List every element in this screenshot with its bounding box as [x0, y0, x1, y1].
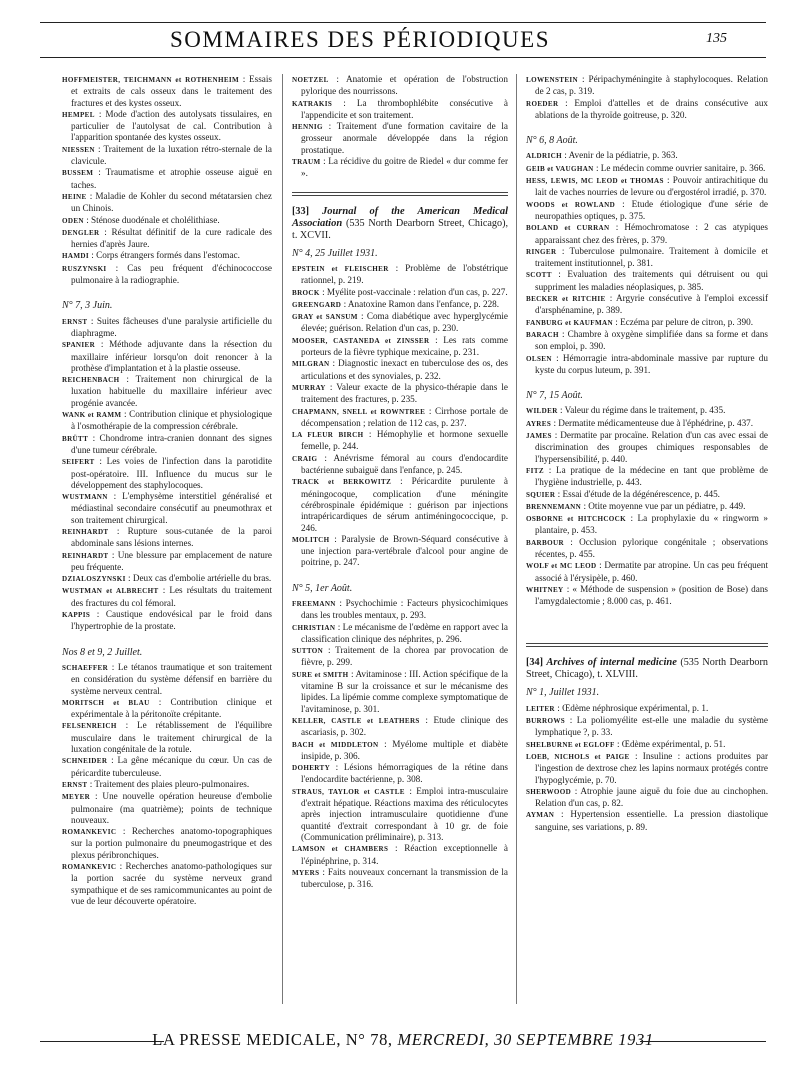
article-title: : Emploi d'attelles et de drains consécutive aux ablations de la thyroïde goitreuse, p. 320.	[535, 97, 769, 120]
entry-list	[526, 405, 768, 607]
article-entry	[292, 534, 508, 569]
journal-name: Journal of the American Medical Association	[292, 205, 508, 229]
column-divider-1	[282, 74, 283, 1004]
article-entry	[62, 144, 272, 168]
author-names: BROCK	[292, 288, 320, 297]
article-entry	[62, 316, 272, 340]
author-names: MURRAY	[292, 383, 326, 392]
header-rule-top	[40, 22, 766, 23]
article-title: : Etude clinique des ascariasis, p. 302.	[301, 714, 509, 738]
article-entry	[526, 513, 768, 537]
author-names: MOOSER, CASTANEDA et ZINSSER	[292, 336, 430, 345]
author-names: MILGRAN	[292, 360, 330, 369]
article-title: : Contribution clinique et physiologique à l'osmothérapie de la compression cérébrale.	[71, 409, 272, 432]
author-names: SUTTON	[292, 647, 324, 656]
issue-heading: N° 1, Juillet 1931.	[526, 687, 600, 699]
article-entry	[62, 550, 272, 574]
author-names: EPSTEIN et FLEISCHER	[292, 264, 389, 273]
article-title: : Essais et extraits de cals osseux dans le traitement des fractures et des kystes osseux.	[71, 74, 272, 108]
author-names: WUSTMAN et ALBRECHT	[62, 587, 159, 596]
article-entry	[526, 584, 768, 608]
author-names: WOODS et ROWLAND	[526, 200, 616, 209]
article-entry	[292, 98, 508, 122]
footer-date: MERCREDI, 30 SEPTEMBRE 1931	[397, 1030, 654, 1049]
author-names: SCOTT	[526, 271, 552, 280]
author-names: SHELBURNE et EGLOFF	[526, 740, 615, 749]
author-names: ALDRICH	[526, 152, 562, 161]
article-entry	[292, 476, 508, 533]
page-number: 135	[706, 31, 727, 46]
footer-journal: LA PRESSE MEDICALE, N° 78,	[152, 1030, 393, 1049]
article-entry	[62, 433, 272, 457]
author-names: ROMANKEVIC	[62, 828, 117, 837]
author-names: BARACH	[526, 330, 559, 339]
article-title: : Réaction exceptionnelle à l'épinéphrine, p. 314.	[301, 843, 509, 866]
author-names: CHAPMANN, SNELL et ROWNTREE	[292, 407, 426, 416]
article-title: : Lésions hémorragiques de la rétine dans l'endocardite bactérienne, p. 308.	[301, 762, 508, 785]
article-entry	[526, 150, 768, 162]
article-entry	[62, 109, 272, 144]
article-title: : Otite moyenne vue par un pédiatre, p. 449.	[583, 500, 746, 511]
author-names: MEYER	[62, 793, 91, 802]
article-title: : Avenir de la pédiatrie, p. 363.	[564, 150, 678, 161]
entry-list	[292, 74, 508, 180]
article-title: : Dermatite médicamenteuse due à l'éphédrine, p. 437.	[553, 417, 754, 428]
article-title: : Une nouvelle opération heureuse d'embolie pulmonaire (ma quatrième); points de technique nouveaux.	[71, 791, 272, 825]
article-title: : Argyrie consécutive à l'emploi excessif d'arsphénamine, p. 389.	[535, 293, 769, 316]
author-names: OSBORNE et HITCHCOCK	[526, 515, 627, 524]
article-title: : La pratique de la médecine en tant que problème de l'hygiène industrielle, p. 443.	[535, 464, 769, 488]
author-names: AYRES	[526, 419, 552, 428]
article-entry	[526, 715, 768, 739]
article-title: : Recherches anatomo-pathologiques sur la portion sacrée du système nerveux grand sympathique et de ses ramicommunicantes au point de vue de leur découverte opératoire.	[71, 861, 272, 906]
article-title: : Faits nouveaux concernant la transmission de la tuberculose, p. 316.	[301, 866, 509, 890]
journal-heading	[292, 192, 508, 242]
author-names: LOEB, NICHOLS et PAIGE	[526, 752, 630, 761]
author-names: SEIFERT	[62, 458, 95, 467]
column-2	[292, 74, 508, 890]
article-title: : « Méthode de suspension » (position de Bose) dans l'amygdalectomie ; 8.000 cas, p. 461.	[535, 583, 769, 607]
author-names: KATRAKIS	[292, 99, 333, 108]
author-names: SCHNEIDER	[62, 757, 108, 766]
article-entry	[292, 406, 508, 430]
author-names: HOFFMEISTER, TEICHMANN et ROTHENHEIM	[62, 76, 240, 84]
article-entry	[62, 215, 272, 227]
article-entry	[292, 299, 508, 311]
author-names: HESS, LEWIS, MC LEOD et THOMAS	[526, 177, 664, 186]
article-entry	[62, 791, 272, 826]
journal-name: Archives of internal medicine	[546, 657, 677, 669]
article-entry	[62, 861, 272, 907]
entry-list	[62, 662, 272, 907]
author-names: HAMDI	[62, 252, 89, 261]
article-title: : L'emphysème interstitiel généralisé et médiastinal secondaire consécutif au pneumothrax et son traitement chirurgical.	[71, 491, 273, 525]
journal-details: (535 North Dearborn Street, Chicago), t. XCVII.	[292, 217, 509, 241]
article-entry	[62, 339, 272, 374]
author-names: HEINE	[62, 192, 87, 201]
article-title: : Maladie de Kohler du second métatarsien chez un Chinois.	[71, 190, 273, 214]
author-names: REICHENBACH	[62, 376, 120, 385]
article-entry	[292, 358, 508, 382]
author-names: GEIB et VAUGHAN	[526, 164, 594, 173]
article-title: : La thrombophlébite consécutive à l'appendicite et son traitement.	[301, 97, 508, 120]
author-names: NOETZEL	[292, 76, 329, 84]
article-entry	[62, 755, 272, 779]
article-entry	[526, 489, 768, 501]
article-entry	[62, 573, 272, 585]
article-entry	[526, 739, 768, 751]
article-title: : Avitaminose : III. Action spécifique de la vitamine B sur la croissance et sur le mécanisme des lipides. La lipémie comme complexe symptomatique de l'avitaminose, p. 301.	[301, 668, 508, 714]
author-names: MORITSCH et BLAU	[62, 698, 150, 707]
article-title: : Péripachyméningite à staphylocoques. Relation de 2 cas, p. 319.	[535, 74, 768, 97]
article-entry	[62, 250, 272, 262]
author-names: SPANIER	[62, 341, 96, 350]
article-entry	[292, 867, 508, 891]
article-title: : Evaluation des traitements qui détruisent ou qui suppriment les maladies néoplasiques, p. 385.	[535, 269, 768, 292]
article-title: : Problème de l'obstétrique rationnel, p. 219.	[301, 262, 508, 286]
author-names: CRAIG	[292, 454, 318, 463]
author-names: LAMSON et CHAMBERS	[292, 845, 389, 854]
article-entry	[292, 669, 508, 715]
article-title: : Chondrome intra-cranien donnant des signes d'une tumeur cérébrale.	[71, 432, 272, 455]
article-entry	[62, 227, 272, 251]
article-title: : Pouvoir antirachitique du lait de vaches nourries de levure ou d'ergostérol irradié, p. 370.	[535, 175, 768, 198]
article-entry	[62, 720, 272, 755]
author-names: BOLAND et CURRAN	[526, 224, 610, 233]
author-names: WOLF et MC LEOD	[526, 562, 597, 571]
author-names: ERNST	[62, 317, 88, 326]
article-entry	[526, 786, 768, 810]
footer	[40, 1030, 766, 1050]
author-names: FANBURG et KAUFMAN	[526, 318, 613, 327]
article-title: : Rupture sous-cutanée de la paroi abdominale sans lésions internes.	[71, 525, 273, 549]
issue-heading: N° 6, 8 Août.	[526, 135, 578, 147]
author-names: BARBOUR	[526, 538, 564, 547]
header-rule-bottom	[40, 57, 766, 58]
article-entry	[526, 175, 768, 199]
issue-heading: N° 4, 25 Juillet 1931.	[292, 247, 378, 259]
article-entry	[62, 491, 272, 526]
article-title: : Œdème néphrosique expérimental, p. 1.	[557, 702, 709, 713]
author-names: KELLER, CASTLE et LEATHERS	[292, 716, 420, 725]
article-title: : Corps étrangers formés dans l'estomac.	[91, 250, 240, 261]
journal-number: [34]	[526, 657, 543, 669]
issue-heading: Nos 8 et 9, 2 Juillet.	[62, 646, 143, 658]
article-title: : Hémorragie intra-abdominale massive par rupture du kyste du corpus luteum, p. 391.	[535, 352, 768, 375]
article-entry	[526, 430, 768, 465]
article-title: : Résultat définitif de la cure radicale des hernies d'après Jaure.	[71, 226, 273, 250]
article-title: : Les résultats du traitement des fractures du col fémoral.	[71, 585, 272, 608]
article-entry	[292, 121, 508, 156]
article-title: : Deux cas d'embolie artérielle du bras.	[127, 573, 272, 584]
journal-title	[526, 657, 768, 681]
article-title: : Paralysie de Brown-Séquard consécutive à une injection para-vertébrale d'alcool pour angine de poitrine, p. 247.	[301, 533, 508, 568]
author-names: DZIALOSZYNSKI	[62, 575, 126, 584]
issue-heading: N° 7, 3 Juin.	[62, 300, 113, 312]
article-title: : Insuline : actions produites par l'ingestion de dextrose chez les lapins normaux protégés contre l'hypoglycémie, p. 70.	[535, 750, 769, 785]
article-entry	[526, 703, 768, 715]
author-names: JAMES	[526, 432, 552, 441]
article-entry	[526, 246, 768, 270]
article-title: : Valeur du régime dans le traitement, p. 435.	[559, 405, 726, 416]
article-entry	[62, 697, 272, 721]
article-entry	[62, 585, 272, 609]
article-title: : Atrophie jaune aiguë du foie due au cinchophen. Relation d'un cas, p. 82.	[535, 785, 768, 809]
journal-details: (535 North Dearborn Street, Chicago), t. XLVIII.	[526, 657, 768, 681]
column-3	[526, 74, 768, 833]
author-names: TRACK et BERKOWITZ	[292, 478, 392, 487]
article-entry	[62, 779, 272, 791]
article-entry	[292, 156, 508, 180]
article-title: : Etude étiologique d'une série de neuropathies optiques, p. 375.	[535, 198, 768, 221]
article-title: : Une blessure par emplacement de nature peu fréquente.	[71, 549, 272, 572]
author-names: BACH et MIDDLETON	[292, 740, 379, 749]
article-title: : Hémochromatose : 2 cas atypiques apparaissant chez des frères, p. 379.	[535, 222, 768, 245]
article-entry	[62, 263, 272, 287]
article-title: : Coma diabétique avec hyperglycémie élevée; guérison. Relation d'un cas, p. 230.	[301, 311, 509, 334]
author-names: ERNST	[62, 780, 88, 789]
article-entry	[526, 163, 768, 175]
author-names: SCHAEFFER	[62, 663, 109, 672]
author-names: ODEN	[62, 216, 84, 225]
article-entry	[292, 382, 508, 406]
article-title: : Mode d'action des autolysats tissulaires, en particulier de l'autolysat de cal. Contribution à l'apparition spontanée des kystes osseux.	[71, 108, 272, 143]
author-names: ROMANKEVIC	[62, 863, 117, 871]
article-entry	[526, 537, 768, 561]
author-names: LEITER	[526, 704, 555, 713]
article-entry	[526, 317, 768, 329]
article-title: : Traitement de la luxation rétro-sternale de la clavicule.	[71, 143, 272, 167]
article-title: : Œdème expérimental, p. 51.	[616, 738, 726, 749]
article-entry	[292, 762, 508, 786]
author-names: ROEDER	[526, 99, 559, 108]
entry-list	[526, 74, 768, 121]
article-entry	[292, 715, 508, 739]
article-title: : Occlusion pylorique congénitale ; observations récentes, p. 455.	[535, 536, 769, 559]
article-entry	[292, 453, 508, 477]
column-1	[62, 74, 272, 907]
article-entry	[526, 329, 768, 353]
article-title: : Sténose duodénale et cholélithiase.	[86, 214, 220, 225]
article-title: : Dermatite par atropine. Un cas peu fréquent associé à l'érysipèle, p. 460.	[535, 560, 768, 583]
author-names: KAPPIS	[62, 611, 91, 620]
article-entry	[292, 74, 508, 98]
author-names: MYERS	[292, 868, 320, 877]
article-title: : Myélite post-vaccinale : relation d'un cas, p. 227.	[322, 286, 508, 297]
article-title: : Les voies de l'infection dans la parotidite post-opératoire. III. Influence du mucus sur le développement des staphylocoques.	[71, 456, 272, 490]
author-names: NIESSEN	[62, 145, 95, 154]
author-names: REINHARDT	[62, 551, 109, 560]
article-title: : Emploi intra-musculaire d'extrait hépatique. Réactions maxima des réticulocytes après injection intramusculaire quotidienne d'une quantité d'extrait correspondant à 10 gr. de foie (Communication préliminaire), p. 313.	[301, 785, 508, 842]
article-entry	[62, 74, 272, 109]
author-names: STRAUS, TAYLOR et CASTLE	[292, 787, 405, 796]
article-title: : Traitement de la chorea par provocation de fièvre, p. 299.	[301, 645, 509, 668]
article-title: : Les rats comme porteurs de la fièvre typhique mexicaine, p. 231.	[301, 334, 508, 358]
author-names: OLSEN	[526, 354, 552, 363]
author-names: WUSTMANN	[62, 493, 108, 502]
author-names: HEMPEL	[62, 110, 95, 119]
article-title: : La récidive du goitre de Riedel « dur comme fer ».	[301, 156, 509, 179]
article-title: : Traitement d'une formation cavitaire de la grosseur anormale développée dans la région prostatique.	[301, 121, 508, 155]
article-entry	[62, 167, 272, 191]
entry-list	[526, 703, 768, 833]
author-names: MOLITCH	[292, 535, 330, 544]
article-entry	[526, 405, 768, 417]
author-names: BUSSEM	[62, 169, 94, 178]
article-entry	[292, 335, 508, 359]
article-entry	[526, 269, 768, 293]
article-entry	[292, 843, 508, 867]
author-names: LOWENSTEIN	[526, 76, 578, 84]
article-entry	[526, 418, 768, 430]
article-entry	[292, 739, 508, 763]
column-divider-2	[516, 74, 517, 1004]
author-names: BRENNEMANN	[526, 502, 582, 511]
article-entry	[292, 263, 508, 287]
article-title: : Le rétablissement de l'équilibre musculaire dans le traitement chirurgical de la luxation congénitale de la rotule.	[71, 720, 272, 755]
article-entry	[62, 826, 272, 861]
author-names: SHERWOOD	[526, 787, 572, 796]
article-title: : Le mécanisme de l'œdème en rapport avec la classification clinique des néphrites, p. 296.	[301, 621, 509, 644]
article-title: : Hypertension essentielle. La pression diastolique sanguine, ses variations, p. 89.	[535, 809, 769, 832]
article-title: : Caustique endovésical par le froid dans l'hypertrophie de la prostate.	[71, 609, 272, 632]
author-names: SURE et SMITH	[292, 670, 349, 679]
author-names: LA FLEUR BIRCH	[292, 431, 364, 440]
article-title: : Myélome multiple et diabète insipide, p. 306.	[301, 738, 508, 761]
author-names: FITZ	[526, 466, 544, 475]
journal-title	[292, 206, 508, 242]
article-entry	[292, 598, 508, 622]
article-title: : Cirrhose portale de décompensation ; relation de 112 cas, p. 237.	[301, 405, 509, 428]
author-names: HENNIG	[292, 123, 323, 132]
page-title: SOMMAIRES DES PÉRIODIQUES	[170, 27, 550, 52]
author-names: BECKER et RITCHIE	[526, 295, 606, 304]
article-title: : Méthode adjuvante dans la résection du maxillaire inférieur lorsqu'on doit renoncer à la prothèse d'implantation et à la plastie osseuse.	[71, 339, 273, 373]
article-title: : Hémophylie et hormone sexuelle femelle, p. 244.	[301, 429, 508, 452]
article-entry	[526, 465, 768, 489]
author-names: RUSZYNSKI	[62, 264, 107, 273]
article-title: : Le tétanos traumatique et son traitement en considération du système défensif en barrière du système nerveux central.	[71, 661, 272, 696]
entry-list	[292, 263, 508, 569]
author-names: DENGLER	[62, 228, 100, 237]
article-entry	[526, 222, 768, 246]
article-title: : Anatomie et opération de l'obstruction pylorique des nourrissons.	[301, 74, 508, 97]
article-title: : La poliomyélite est-elle une maladie du système lymphatique ?, p. 33.	[535, 715, 769, 738]
author-names: TRAUM	[292, 158, 321, 167]
article-title: : Suites fâcheuses d'une paralysie artificielle du diaphragme.	[71, 315, 272, 338]
article-entry	[62, 409, 272, 433]
article-entry	[292, 287, 508, 299]
author-names: DOHERTY	[292, 764, 331, 773]
entry-list	[62, 316, 272, 633]
article-title: : La gêne mécanique du cœur. Un cas de péricardite tuberculeuse.	[71, 755, 272, 778]
author-names: AYMAN	[526, 811, 555, 820]
footer-rule-right	[640, 1041, 766, 1042]
article-title: : Diagnostic inexact en tuberculose des os, des articulations et des synoviales, p. 232.	[301, 358, 508, 381]
article-title: : Recherches anatomo-topographiques sur la portion pulmonaire du pneumogastrique et des plexus péribronchiques.	[71, 826, 273, 860]
author-names: GRAY et SANSUM	[292, 313, 358, 322]
journal-heading	[526, 643, 768, 681]
entry-list	[62, 74, 272, 286]
article-title: : Tuberculose pulmonaire. Traitement à domicile et traitement institutionnel, p. 381.	[535, 245, 769, 269]
article-title: : Traitement des plaies pleuro-pulmonaires.	[89, 778, 250, 789]
article-title: : Essai d'étude de la dégénérescence, p. 445.	[557, 488, 720, 499]
article-entry	[526, 501, 768, 513]
article-title: : Traumatisme et atrophie osseuse aiguë en taches.	[71, 167, 273, 190]
article-title: : Dermatite par procaïne. Relation d'un cas avec essai de discrimination des groupes chimiques responsables de l'hypersensibilité, p. 440.	[535, 430, 768, 464]
article-title: : Le médecin comme ouvrier sanitaire, p. 366.	[595, 162, 766, 173]
article-title: : Traitement non chirurgical de la luxation habituelle du maxillaire inférieur avec progénie avancée.	[71, 374, 273, 408]
article-title: : Valeur exacte de la physico-thérapie dans le traitement des fractures, p. 235.	[301, 381, 509, 405]
author-names: GREENGARD	[292, 300, 342, 309]
article-entry	[62, 609, 272, 633]
article-title: : Chambre à oxygène simplifiée dans sa forme et dans son emploi, p. 390.	[535, 328, 768, 352]
article-title: : Anévrisme fémoral au cours d'endocardite bactérienne subaiguë dans l'enfance, p. 245.	[301, 452, 508, 476]
author-names: WHITNEY	[526, 585, 564, 594]
author-names: BRÜTT	[62, 434, 89, 443]
article-title: : Psychochimie : Facteurs physicochimiques dans les troubles mentaux, p. 293.	[301, 597, 509, 621]
article-entry	[292, 311, 508, 335]
author-names: SQUIER	[526, 490, 556, 499]
article-entry	[62, 191, 272, 215]
article-entry	[526, 809, 768, 833]
entry-list	[292, 598, 508, 890]
article-entry	[526, 751, 768, 786]
article-title: : Cas peu fréquent d'échinococcose pulmonaire à la radiographie.	[71, 262, 272, 286]
article-entry	[526, 353, 768, 377]
article-entry	[526, 74, 768, 98]
article-entry	[62, 374, 272, 409]
author-names: WANK et RAMM	[62, 411, 122, 420]
author-names: WILDER	[526, 407, 558, 416]
article-entry	[62, 662, 272, 697]
article-entry	[526, 98, 768, 122]
article-entry	[292, 622, 508, 646]
author-names: REINHARDT	[62, 527, 109, 536]
author-names: RINGER	[526, 247, 557, 256]
issue-heading: N° 7, 15 Août.	[526, 390, 583, 402]
author-names: CHRISTIAN	[292, 623, 336, 632]
article-entry	[526, 293, 768, 317]
article-title: : Eczéma par pelure de citron, p. 390.	[615, 316, 754, 327]
article-entry	[292, 645, 508, 669]
author-names: FELSENREICH	[62, 722, 117, 731]
article-title: : Péricardite purulente à méningocoque, complication d'une méningite cérébrospinale épidémique : guérison par injections intrapéricardiques de sérum antiméningococcique, p. 246.	[301, 476, 509, 533]
article-title: : Anatoxine Ramon dans l'enfance, p. 228.	[343, 298, 500, 309]
issue-heading: N° 5, 1er Août.	[292, 582, 353, 594]
article-entry	[526, 199, 768, 223]
article-entry	[292, 429, 508, 453]
entry-list	[526, 150, 768, 376]
journal-number: [33]	[292, 205, 309, 217]
author-names: BURROWS	[526, 717, 566, 726]
article-entry	[62, 526, 272, 550]
article-entry	[526, 560, 768, 584]
article-title: : La prophylaxie du « ringworm » plantaire, p. 453.	[535, 513, 768, 536]
article-entry	[292, 786, 508, 843]
article-entry	[62, 456, 272, 491]
article-title: : Contribution clinique et expérimentale à la péritonoïte crépitante.	[71, 696, 273, 720]
author-names: FREEMANN	[292, 599, 336, 608]
